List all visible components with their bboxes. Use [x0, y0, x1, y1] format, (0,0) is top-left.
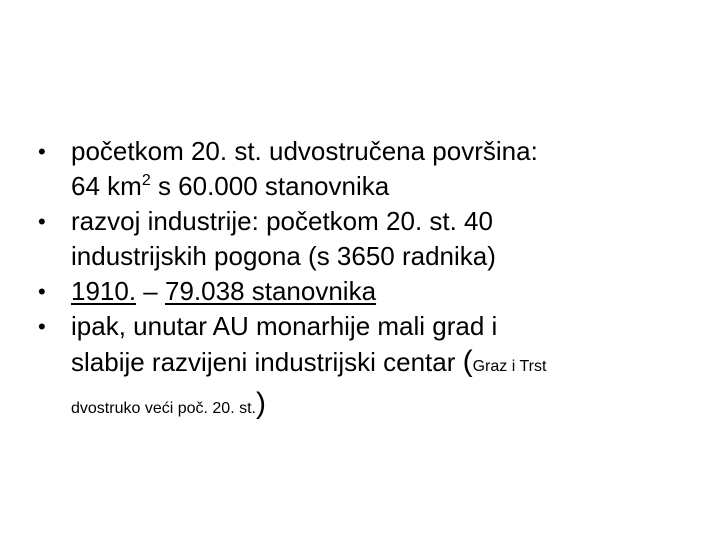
bullet-text-line: slabije razvijeni industrijski centar [71, 347, 463, 377]
year-text: 1910. [71, 276, 137, 306]
bullet-marker: • [38, 209, 46, 234]
bullet-text-line: ipak, unutar AU monarhije mali grad i [71, 311, 498, 341]
bullet-text-line: razvoj industrije: početkom 20. st. 40 [71, 206, 493, 236]
population-count: 79.038 stanovnika [165, 276, 377, 306]
bullet-text-line: industrijskih pogona (s 3650 radnika) [71, 241, 496, 271]
open-parenthesis: ( [462, 345, 473, 378]
note-line [71, 384, 698, 429]
note-text: Graz i Trst [472, 358, 547, 375]
bullet-list [38, 134, 698, 429]
bullet-item-1910 [38, 274, 698, 309]
dash-text: – [136, 276, 165, 306]
bullet-marker: • [38, 139, 46, 164]
bullet-marker: • [38, 314, 46, 339]
population-text: s 60.000 stanovnika [150, 171, 390, 201]
close-parenthesis: ) [255, 387, 266, 420]
note-text-continued: dvostruko veći poč. 20. st. [71, 400, 256, 417]
bullet-text-line: početkom 20. st. udvostručena površina: [71, 136, 538, 166]
bullet-item-industry [38, 204, 698, 274]
bullet-marker: • [38, 279, 46, 304]
area-superscript: 2 [141, 172, 151, 189]
bullet-item-au-monarchy [38, 309, 698, 429]
area-value: 64 km [71, 171, 142, 201]
bullet-item-area [38, 134, 698, 204]
